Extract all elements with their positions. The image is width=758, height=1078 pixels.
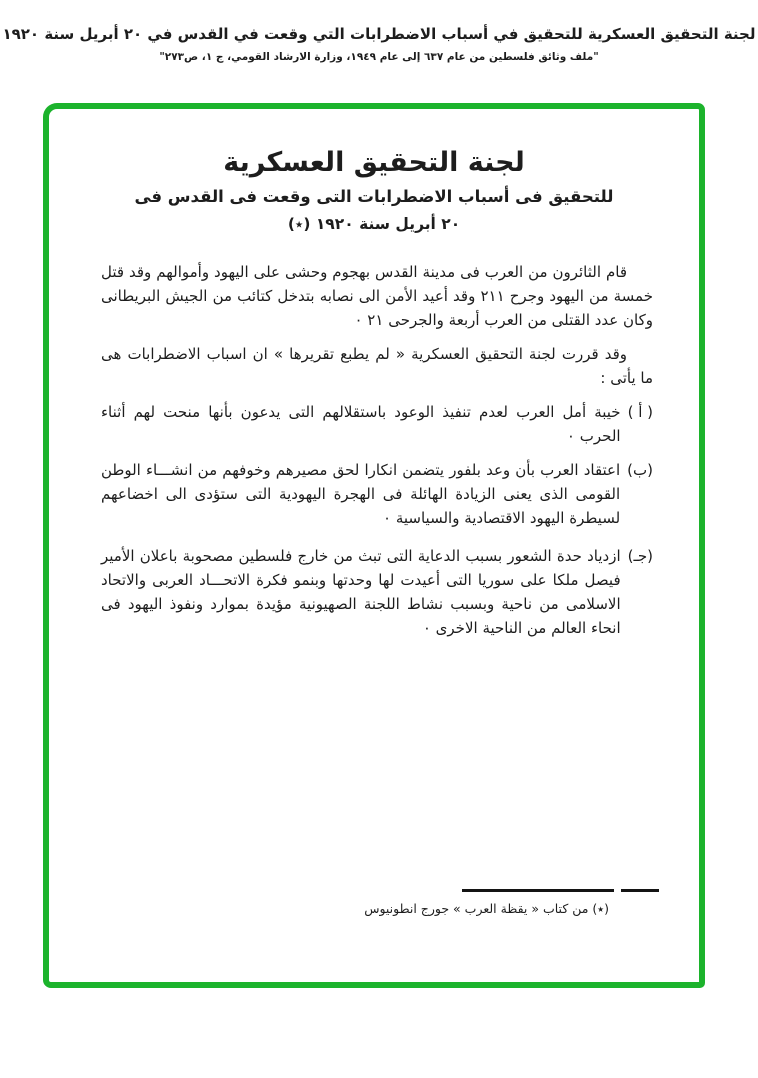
footnote-separator-segment (621, 889, 659, 892)
list-item-c (101, 544, 653, 640)
footnote (49, 889, 699, 916)
list-item-a-marker: ( أ ) (627, 403, 653, 421)
document-date-line: ٢٠ أبريل سنة ١٩٢٠ (٭) (287, 215, 461, 233)
footnote-separator (49, 889, 659, 892)
list-item-b (101, 458, 653, 530)
list-item-a (101, 400, 653, 448)
page-header-title: لجنة التحقيق العسكرية للتحقيق في أسباب الاضطرابات التي وقعت في القدس في ٢٠ أبريل سنة ١٩٢٠ (2, 25, 756, 43)
footnote-separator-segment (462, 889, 614, 892)
document-title: لجنة التحقيق العسكرية (223, 147, 525, 178)
document-frame (43, 103, 705, 988)
paragraph-intro: قام الثائرون من العرب فى مدينة القدس بهجوم وحشى على اليهود وأموالهم وقد قتل خمسة من اليهود وجرح ٢١١ وقد أعيد الأمن الى نصابه بتدخل كتائب من الجيش البريطانى وكان عدد القتلى من العرب أربعة والجرحى ٢١ ٠ (101, 263, 653, 329)
document-body (101, 260, 653, 640)
document-subtitle: للتحقيق فى أسباب الاضطرابات التى وقعت فى القدس فى (134, 187, 614, 206)
list-item-b-text: اعتقاد العرب بأن وعد بلفور يتضمن انكارا لحق مصيرهم وخوفهم من انشـــاء الوطن القومى الذى يعنى الزيادة الهائلة فى الهجرة اليهودية التى ستؤدى الى اخضاعهم لسيطرة اليهود الاقتصادية والسياسية ٠ (101, 461, 621, 527)
paragraph-committee-decision: وقد قررت لجنة التحقيق العسكرية « لم يطبع تقريرها » ان اسباب الاضطرابات هى ما يأتى : (101, 345, 653, 387)
page-header (0, 25, 758, 63)
list-item-b-marker: (ب) (627, 461, 653, 479)
footnote-text: (٭) من كتاب « يقظة العرب » جورج انطونيوس (364, 901, 609, 916)
list-item-c-text: ازدياد حدة الشعور بسبب الدعاية التى تبث من خارج فلسطين مصحوبة باعلان الأمير فيصل ملكا على سوريا التى أعيدت لها وحدتها وبنمو فكرة الاتحـــاد العربى والاتحاد الاسلامى من ناحية وبسبب نشاط اللجنة الصهيونية مؤيدة بموارد ونفوذ اليهود فى انحاء العالم من الناحية الاخرى ٠ (101, 547, 621, 637)
page-header-source-citation: "ملف وثائق فلسطين من عام ٦٣٧ إلى عام ١٩٤٩، وزارة الارشاد القومي، ج ١، ص٢٧٣" (159, 51, 599, 63)
list-item-c-marker: (جـ) (627, 547, 653, 565)
list-item-a-text: خيبة أمل العرب لعدم تنفيذ الوعود باستقلالهم التى يدعون بأنها منحت لهم أثناء الحرب ٠ (101, 403, 621, 445)
